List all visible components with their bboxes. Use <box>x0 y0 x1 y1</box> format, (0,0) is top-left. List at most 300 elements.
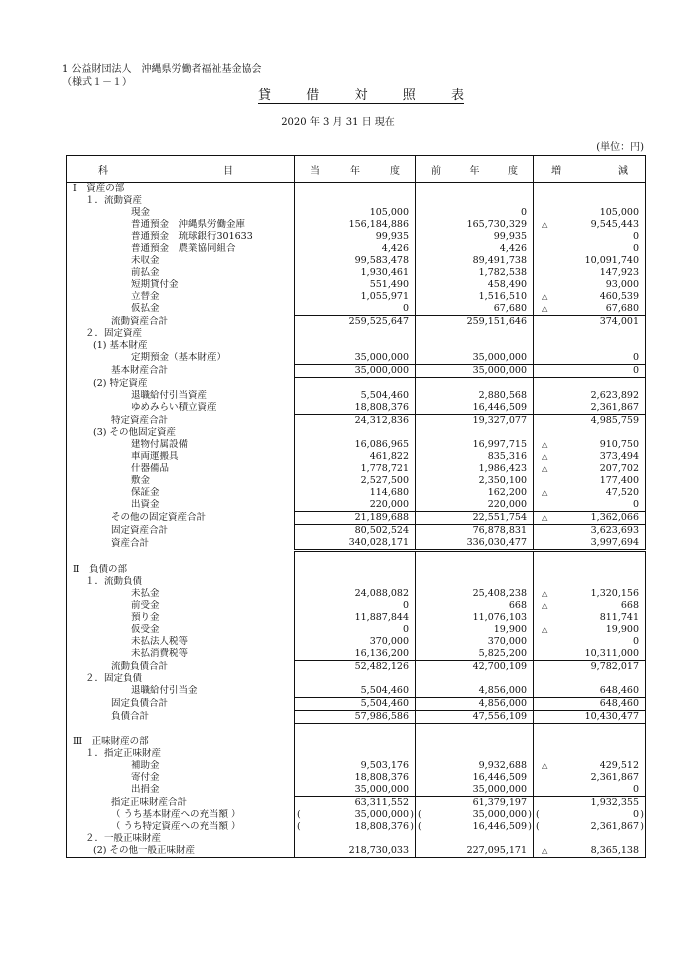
prior-year-cell <box>416 267 534 279</box>
change-cell-value: 3,997,694 <box>590 537 639 548</box>
row-label-text: 立替金 <box>131 291 160 302</box>
row-label-text: 現金 <box>131 207 151 218</box>
prior-year-cell <box>416 845 534 858</box>
change-cell <box>534 673 646 685</box>
row-label <box>67 316 295 329</box>
row-label <box>67 475 295 487</box>
table-row <box>67 512 646 525</box>
change-cell <box>534 537 646 551</box>
change-cell-value: 811,741 <box>599 612 639 623</box>
prior-year-cell <box>416 833 534 845</box>
row-label-text: １．流動負債 <box>85 576 143 587</box>
row-label <box>67 711 295 724</box>
table-row <box>67 475 646 487</box>
table-row <box>67 427 646 439</box>
change-cell <box>534 636 646 648</box>
row-label <box>67 624 295 636</box>
prior-year-cell <box>416 415 534 428</box>
change-cell: ( ) 2,361,867 <box>534 821 646 833</box>
change-cell <box>534 219 646 231</box>
form-number: （様式１－１） <box>62 77 132 88</box>
table-row <box>67 365 646 378</box>
prior-year-cell <box>416 551 534 565</box>
row-label-text: Ⅰ 資産の部 <box>73 183 125 194</box>
current-year-cell <box>295 711 416 724</box>
current-year-cell-value: 52,482,126 <box>354 661 409 672</box>
table-row <box>67 711 646 724</box>
current-year-cell <box>295 231 416 243</box>
change-cell-value: 648,460 <box>599 698 639 709</box>
negative-marker: △ <box>542 441 548 449</box>
change-cell-value: 9,782,017 <box>590 661 639 672</box>
current-year-cell <box>295 219 416 231</box>
prior-year-cell <box>416 661 534 674</box>
current-year-cell-value: 5,504,460 <box>360 685 409 696</box>
row-label-text: 指定正味財産合計 <box>111 796 188 808</box>
title-char: 貸 <box>258 88 272 103</box>
row-label-text: 建物付属設備 <box>131 439 189 450</box>
table-row <box>67 845 646 858</box>
change-cell <box>534 439 646 451</box>
row-label <box>67 537 295 551</box>
prior-year-cell-value: 835,316 <box>487 451 527 462</box>
prior-year-cell-value: 99,935 <box>493 231 527 242</box>
prior-year-cell <box>416 451 534 463</box>
current-year-cell-value: 218,730,033 <box>348 845 409 856</box>
row-label <box>67 427 295 439</box>
change-cell <box>534 279 646 291</box>
row-label-text: 普通預金 農業協同組合 <box>131 243 236 254</box>
change-cell <box>534 525 646 538</box>
current-year-cell <box>295 183 416 196</box>
prior-year-cell <box>416 279 534 291</box>
current-year-cell <box>295 378 416 391</box>
change-cell-value: 2,361,867 <box>590 402 639 413</box>
row-label-text: 未払消費税等 <box>131 648 189 660</box>
negative-marker: △ <box>542 590 548 598</box>
row-label-text: 未払法人税等 <box>131 636 189 647</box>
table-row <box>67 588 646 600</box>
change-cell-value: 1,320,156 <box>590 588 639 599</box>
change-cell-value: 4,985,759 <box>590 415 639 426</box>
prior-year-cell-value: 47,556,109 <box>472 711 527 722</box>
current-year-cell-value: 35,000,000 <box>354 352 409 363</box>
current-year-cell <box>295 451 416 463</box>
row-label-text: その他の固定資産合計 <box>111 512 207 523</box>
change-cell <box>534 451 646 463</box>
current-year-cell-value: 2,527,500 <box>360 475 409 486</box>
current-year-cell-value: 1,055,971 <box>360 291 409 302</box>
prior-year-cell-value: 25,408,238 <box>472 588 527 599</box>
row-label-text: 仮払金 <box>131 303 160 315</box>
current-year-cell <box>295 439 416 451</box>
current-year-cell-value: 0 <box>402 600 409 611</box>
change-cell <box>534 698 646 711</box>
row-label-text: 補助金 <box>131 760 160 771</box>
table-row <box>67 499 646 512</box>
row-label <box>67 809 295 821</box>
prior-year-cell-value: 458,490 <box>487 279 527 290</box>
row-label-text: 普通預金 琉球銀行301633 <box>131 231 253 242</box>
row-label <box>67 588 295 600</box>
current-year-cell <box>295 772 416 784</box>
row-label-text: 仮受金 <box>131 624 160 635</box>
prior-year-cell-value: 19,900 <box>493 624 527 635</box>
prior-year-cell <box>416 748 534 760</box>
change-cell <box>534 784 646 797</box>
current-year-cell <box>295 624 416 636</box>
change-cell <box>534 328 646 340</box>
current-year-cell <box>295 463 416 475</box>
negative-marker: △ <box>542 762 548 770</box>
prior-year-cell-value: 35,000,000 <box>472 809 527 820</box>
row-label <box>67 365 295 378</box>
change-cell-value: 0 <box>632 809 639 820</box>
prior-year-cell-value: 67,680 <box>493 303 527 314</box>
row-label <box>67 291 295 303</box>
row-label <box>67 564 295 576</box>
prior-year-cell-value: 9,932,688 <box>478 760 527 771</box>
table-row <box>67 636 646 648</box>
current-year-cell-value: 99,935 <box>375 231 409 242</box>
current-year-cell <box>295 784 416 797</box>
title-char: 照 <box>402 88 416 103</box>
prior-year-cell <box>416 328 534 340</box>
table-row <box>67 612 646 624</box>
prior-year-cell <box>416 698 534 711</box>
row-label-text: 預り金 <box>131 612 160 623</box>
table-row <box>67 797 646 810</box>
prior-year-cell-value: 336,030,477 <box>466 537 527 548</box>
change-cell <box>534 833 646 845</box>
row-label <box>67 685 295 698</box>
row-label <box>67 352 295 365</box>
row-label <box>67 207 295 219</box>
title-char: 表 <box>450 88 464 103</box>
table-row <box>67 243 646 255</box>
current-year-cell <box>295 279 416 291</box>
balance-sheet-table <box>66 155 646 858</box>
change-cell-value: 429,512 <box>599 760 639 771</box>
prior-year-cell-value: 1,782,538 <box>478 267 527 278</box>
change-cell-value: 177,400 <box>599 475 639 486</box>
header-change: 増 減 <box>534 156 646 183</box>
row-label <box>67 636 295 648</box>
change-cell-value: 1,932,355 <box>590 797 639 808</box>
prior-year-cell-value: 220,000 <box>487 499 527 510</box>
change-cell <box>534 390 646 402</box>
current-year-cell <box>295 600 416 612</box>
current-year-cell-value: 370,000 <box>369 636 409 647</box>
row-label-text: 出資金 <box>131 499 160 511</box>
row-label-text: 寄付金 <box>131 772 160 783</box>
table-row <box>67 624 646 636</box>
current-year-cell <box>295 698 416 711</box>
current-year-cell <box>295 475 416 487</box>
change-cell-value: 0 <box>632 352 639 363</box>
row-label <box>67 195 295 207</box>
row-label <box>67 451 295 463</box>
current-year-cell-value: 0 <box>402 303 409 314</box>
row-label-text: (2) その他一般正味財産 <box>93 845 195 856</box>
row-label <box>67 328 295 340</box>
current-year-cell <box>295 255 416 267</box>
row-label <box>67 378 295 391</box>
change-cell <box>534 588 646 600</box>
row-label-text: 前払金 <box>131 267 160 278</box>
current-year-cell <box>295 636 416 648</box>
prior-year-cell-value: 5,825,200 <box>478 648 527 659</box>
row-label <box>67 576 295 588</box>
prior-year-cell-value: 89,491,738 <box>472 255 527 266</box>
current-year-cell-value: 5,504,460 <box>360 698 409 709</box>
current-year-cell <box>295 316 416 329</box>
change-cell <box>534 231 646 243</box>
current-year-cell-value: 63,311,552 <box>354 797 409 808</box>
change-cell <box>534 243 646 255</box>
table-row <box>67 673 646 685</box>
prior-year-cell <box>416 231 534 243</box>
prior-year-cell <box>416 340 534 352</box>
current-year-cell <box>295 525 416 538</box>
change-cell <box>534 499 646 512</box>
row-label-text: (3) その他固定資産 <box>93 427 176 438</box>
row-label <box>67 760 295 772</box>
change-cell <box>534 316 646 329</box>
change-cell <box>534 624 646 636</box>
current-year-cell <box>295 303 416 316</box>
unit-label: (単位：円) <box>596 142 644 153</box>
prior-year-cell-value: 11,076,103 <box>472 612 527 623</box>
current-year-cell-value: 11,887,844 <box>354 612 409 623</box>
row-label-text: 退職給付引当金 <box>131 685 198 697</box>
current-year-cell <box>295 648 416 661</box>
current-year-cell-value: 1,778,721 <box>360 463 409 474</box>
row-label <box>67 772 295 784</box>
prior-year-cell <box>416 772 534 784</box>
change-cell <box>534 415 646 428</box>
row-label-text: 固定負債合計 <box>111 698 169 709</box>
row-label <box>67 833 295 845</box>
change-cell <box>534 427 646 439</box>
table-row <box>67 328 646 340</box>
prior-year-cell-value: 259,151,646 <box>466 316 527 327</box>
row-label-text: ゆめみらい積立資産 <box>131 402 217 414</box>
change-cell-value: 2,623,892 <box>590 390 639 401</box>
row-label <box>67 243 295 255</box>
prior-year-cell-value: 227,095,171 <box>466 845 527 856</box>
change-cell-value: 374,001 <box>599 316 639 327</box>
prior-year-cell <box>416 624 534 636</box>
current-year-cell <box>295 537 416 551</box>
change-cell-value: 10,311,000 <box>584 648 639 659</box>
row-label-text: ２．一般正味財産 <box>85 833 162 844</box>
change-cell-value: 10,091,740 <box>584 255 639 266</box>
table-row <box>67 576 646 588</box>
row-label <box>67 525 295 538</box>
row-label-text: 敷金 <box>131 475 151 486</box>
row-label-text: 車両運搬具 <box>131 451 179 462</box>
prior-year-cell-value: 16,446,509 <box>472 402 527 413</box>
change-cell-value: 1,362,066 <box>590 512 639 523</box>
current-year-cell <box>295 612 416 624</box>
current-year-cell-value: 551,490 <box>369 279 409 290</box>
negative-marker: △ <box>542 293 548 301</box>
prior-year-cell <box>416 390 534 402</box>
prior-year-cell <box>416 760 534 772</box>
prior-year-cell <box>416 439 534 451</box>
current-year-cell-value: 340,028,171 <box>348 537 409 548</box>
table-row <box>67 564 646 576</box>
row-label-text: 短期貸付金 <box>131 279 179 290</box>
change-cell <box>534 772 646 784</box>
current-year-cell-value: 461,822 <box>369 451 409 462</box>
current-year-cell <box>295 736 416 748</box>
table-row <box>67 736 646 748</box>
report-date: 2020 年 3 月 31 日 現在 <box>281 117 395 128</box>
current-year-cell-value: 220,000 <box>369 499 409 510</box>
negative-marker: △ <box>542 847 548 855</box>
change-cell <box>534 255 646 267</box>
prior-year-cell <box>416 183 534 196</box>
table-row <box>67 231 646 243</box>
row-label <box>67 402 295 415</box>
change-cell <box>534 352 646 365</box>
row-label <box>67 797 295 810</box>
row-label-text: 什器備品 <box>131 463 170 474</box>
current-year-cell <box>295 291 416 303</box>
prior-year-cell-value: 162,200 <box>487 487 527 498</box>
prior-year-cell <box>416 427 534 439</box>
current-year-cell-value: 16,086,965 <box>354 439 409 450</box>
table-row <box>67 439 646 451</box>
change-cell-value: 2,361,867 <box>590 772 639 783</box>
prior-year-cell <box>416 576 534 588</box>
table-row <box>67 525 646 538</box>
change-cell <box>534 612 646 624</box>
current-year-cell-value: 99,583,478 <box>354 255 409 266</box>
title-char: 対 <box>354 88 368 103</box>
current-year-cell <box>295 207 416 219</box>
change-cell-value: 910,750 <box>599 439 639 450</box>
prior-year-cell <box>416 612 534 624</box>
current-year-cell-value: 18,808,376 <box>354 821 409 832</box>
row-label-text: 前受金 <box>131 600 160 611</box>
current-year-cell <box>295 499 416 512</box>
row-label <box>67 267 295 279</box>
table-row <box>67 833 646 845</box>
row-label <box>67 183 295 196</box>
prior-year-cell-value: 35,000,000 <box>472 365 527 376</box>
current-year-cell <box>295 833 416 845</box>
change-cell: ( ) 0 <box>534 809 646 821</box>
table-row <box>67 390 646 402</box>
current-year-cell <box>295 661 416 674</box>
table-row <box>67 748 646 760</box>
current-year-cell-value: 105,000 <box>369 207 409 218</box>
current-year-cell-value: 259,525,647 <box>348 316 409 327</box>
prior-year-cell-value: 4,856,000 <box>478 698 527 709</box>
current-year-cell <box>295 365 416 378</box>
row-label <box>67 784 295 797</box>
current-year-cell <box>295 390 416 402</box>
current-year-cell <box>295 724 416 737</box>
row-label-text: １．指定正味財産 <box>85 748 162 759</box>
current-year-cell <box>295 243 416 255</box>
current-year-cell-value: 35,000,000 <box>354 365 409 376</box>
current-year-cell <box>295 576 416 588</box>
current-year-cell-value: 35,000,000 <box>354 784 409 795</box>
row-label <box>67 439 295 451</box>
change-cell-value: 8,365,138 <box>590 845 639 856</box>
current-year-cell <box>295 340 416 352</box>
negative-marker: △ <box>542 221 548 229</box>
prior-year-cell <box>416 648 534 661</box>
change-cell <box>534 402 646 415</box>
change-cell <box>534 648 646 661</box>
change-cell-value: 648,460 <box>599 685 639 696</box>
current-year-cell-value: 114,680 <box>369 487 409 498</box>
change-cell <box>534 551 646 565</box>
prior-year-cell <box>416 724 534 737</box>
row-label-text: Ⅱ 負債の部 <box>73 564 127 575</box>
change-cell <box>534 463 646 475</box>
row-label <box>67 231 295 243</box>
current-year-cell-value: 24,088,082 <box>354 588 409 599</box>
table-row <box>67 340 646 352</box>
prior-year-cell-value: 16,446,509 <box>472 772 527 783</box>
prior-year-cell <box>416 600 534 612</box>
table-row <box>67 648 646 661</box>
change-cell <box>534 303 646 316</box>
table-row <box>67 551 646 565</box>
prior-year-cell <box>416 316 534 329</box>
table-row <box>67 195 646 207</box>
prior-year-cell-value: 668 <box>508 600 527 611</box>
table-row <box>67 267 646 279</box>
current-year-cell-value: 18,808,376 <box>354 402 409 413</box>
row-label-text: (2) 特定資産 <box>93 377 148 389</box>
prior-year-cell: ( ) 16,446,509 <box>416 821 534 833</box>
row-label-text: 普通預金 沖縄県労働金庫 <box>131 219 246 230</box>
current-year-cell-value: 80,502,524 <box>354 525 409 536</box>
row-label-text: (1) 基本財産 <box>93 340 148 351</box>
change-cell-value: 0 <box>632 636 639 647</box>
change-cell-value: 0 <box>632 499 639 510</box>
current-year-cell <box>295 760 416 772</box>
change-cell <box>534 576 646 588</box>
row-label-text: 固定資産合計 <box>111 524 169 536</box>
row-label <box>67 673 295 685</box>
table-row <box>67 183 646 196</box>
prior-year-cell-value: 76,878,831 <box>472 525 527 536</box>
row-label-text: （ うち基本財産への充当額 ） <box>111 809 241 820</box>
row-label <box>67 463 295 475</box>
row-label <box>67 279 295 291</box>
change-cell-value: 3,623,693 <box>590 525 639 536</box>
row-label-text <box>71 724 73 735</box>
table-header-row <box>67 156 646 183</box>
table-row <box>67 724 646 737</box>
current-year-cell <box>295 797 416 810</box>
prior-year-cell-value: 2,350,100 <box>478 475 527 486</box>
row-label-text: 流動負債合計 <box>111 660 169 672</box>
current-year-cell <box>295 415 416 428</box>
change-cell <box>534 291 646 303</box>
header-prior-year: 前 年 度 <box>416 156 534 183</box>
row-label <box>67 661 295 674</box>
row-label <box>67 390 295 402</box>
